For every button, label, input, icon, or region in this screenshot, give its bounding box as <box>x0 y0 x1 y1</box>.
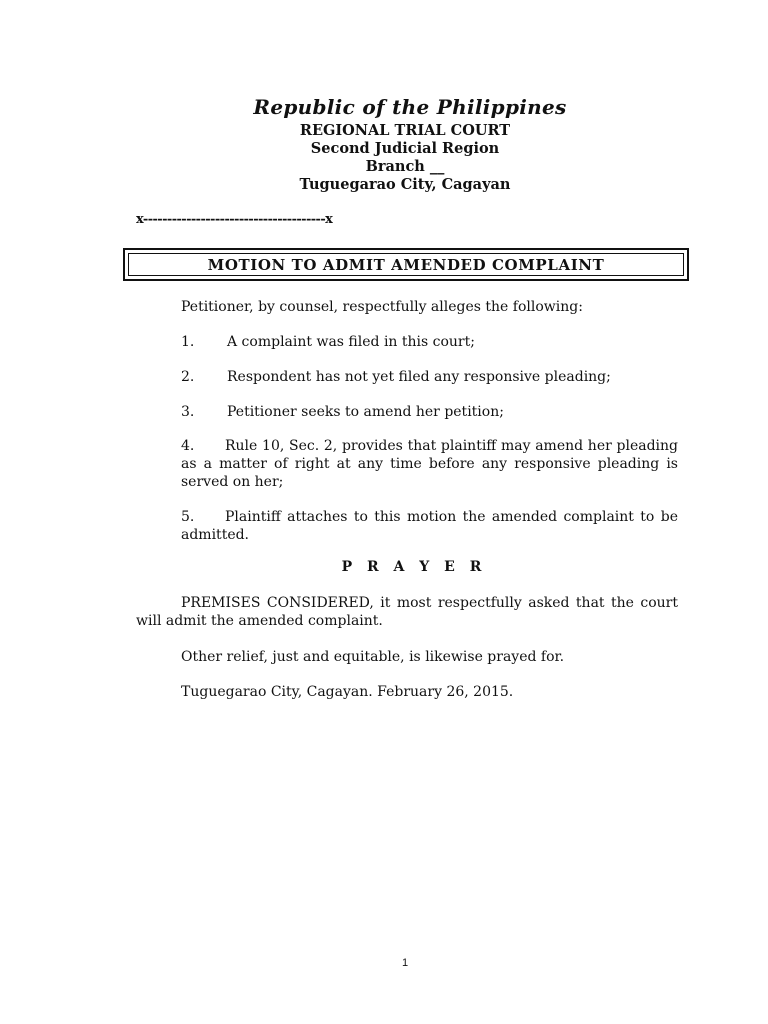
list-item-number: 2. <box>181 369 195 385</box>
list-item-text: Rule 10, Sec. 2, provides that plaintiff may amend her pleading as a matter of right at any time before any responsive pleading is served on her; <box>181 438 678 490</box>
list-item <box>181 403 504 421</box>
premises-paragraph: PREMISES CONSIDERED, it most respectfully asked that the court will admit the amended complaint. <box>136 595 678 629</box>
branch-line: Branch __ <box>365 158 445 175</box>
list-item <box>181 333 475 351</box>
motion-title: MOTION TO ADMIT AMENDED COMPLAINT <box>207 255 605 274</box>
list-item-number: 1. <box>181 334 195 350</box>
page-number: 1 <box>401 957 409 969</box>
court-name: REGIONAL TRIAL COURT <box>299 122 511 139</box>
title-box-inner-border <box>128 253 684 276</box>
list-item <box>181 368 611 386</box>
case-caption-separator: x--------------------------------------x <box>136 212 333 227</box>
list-item-text: Plaintiff attaches to this motion the amended complaint to be admitted. <box>181 509 678 543</box>
list-item <box>181 437 678 491</box>
list-item <box>181 508 678 544</box>
court-city: Tuguegarao City, Cagayan <box>299 176 511 193</box>
list-item-text: Respondent has not yet filed any responsive pleading; <box>227 369 611 385</box>
list-item-number: 4. <box>181 438 195 454</box>
list-item-text: Petitioner seeks to amend her petition; <box>227 404 504 420</box>
judicial-region: Second Judicial Region <box>310 140 500 157</box>
title-box <box>123 248 689 281</box>
prayer-heading: P R A Y E R <box>341 559 487 575</box>
other-relief-paragraph: Other relief, just and equitable, is likewise prayed for. <box>181 649 565 665</box>
list-item-number: 5. <box>181 509 195 525</box>
date-line: Tuguegarao City, Cagayan. February 26, 2015. <box>181 684 514 700</box>
intro-paragraph: Petitioner, by counsel, respectfully alleges the following: <box>181 299 583 315</box>
republic-heading: Republic of the Philippines <box>253 95 567 119</box>
list-item-text: A complaint was filed in this court; <box>227 334 475 350</box>
list-item-number: 3. <box>181 404 195 420</box>
